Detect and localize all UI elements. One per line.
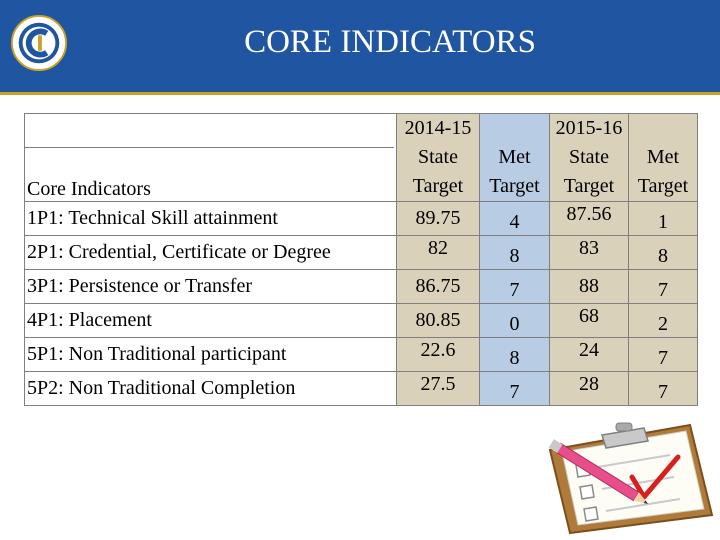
header-2014-15-state-target: 2014-15 State Target (397, 114, 480, 202)
target-2014-cell: 22.6 (397, 338, 480, 372)
indicator-cell: 5P2: Non Traditional Completion (25, 372, 397, 406)
header-divider-line (24, 147, 394, 148)
indicator-cell: 3P1: Persistence or Transfer (25, 270, 397, 304)
indicator-cell: 2P1: Credential, Certificate or Degree (25, 236, 397, 270)
header-2015-16-met-target: Met Target (629, 114, 698, 202)
met-2014-cell: 7 (480, 372, 550, 406)
met-2014-cell: 7 (480, 270, 550, 304)
target-2014-cell: 82 (397, 236, 480, 270)
target-2015-cell: 68 (550, 304, 629, 338)
table-row (25, 372, 698, 406)
table-row (25, 202, 698, 236)
target-2014-cell: 86.75 (397, 270, 480, 304)
header-accent-rule (0, 92, 720, 95)
met-2014-cell: 8 (480, 338, 550, 372)
table-row (25, 338, 698, 372)
header-core-indicators: Core Indicators (25, 114, 397, 202)
met-2015-cell: 7 (629, 338, 698, 372)
table-header-row (25, 114, 698, 202)
table-row (25, 304, 698, 338)
target-2014-cell: 27.5 (397, 372, 480, 406)
indicator-cell: 5P1: Non Traditional participant (25, 338, 397, 372)
target-2015-cell: 88 (550, 270, 629, 304)
header-2014-15-met-target: Met Target (480, 114, 550, 202)
table-row (25, 270, 698, 304)
target-2014-cell: 89.75 (397, 202, 480, 236)
target-2015-cell: 83 (550, 236, 629, 270)
page-title: CORE INDICATORS (244, 24, 536, 60)
met-2014-cell: 0 (480, 304, 550, 338)
met-2014-cell: 4 (480, 202, 550, 236)
indicator-cell: 1P1: Technical Skill attainment (25, 202, 397, 236)
target-2015-cell: 24 (550, 338, 629, 372)
met-2014-cell: 8 (480, 236, 550, 270)
met-2015-cell: 1 (629, 202, 698, 236)
target-2015-cell: 28 (550, 372, 629, 406)
indicator-cell: 4P1: Placement (25, 304, 397, 338)
header-bar (0, 0, 720, 92)
core-indicators-table (24, 113, 698, 406)
table-row (25, 236, 698, 270)
clipboard-checklist-pencil-icon (540, 405, 715, 535)
target-2014-cell: 80.85 (397, 304, 480, 338)
met-2015-cell: 8 (629, 236, 698, 270)
met-2015-cell: 7 (629, 270, 698, 304)
target-2015-cell: 87.56 (550, 202, 629, 236)
met-2015-cell: 2 (629, 304, 698, 338)
met-2015-cell: 7 (629, 372, 698, 406)
header-2015-16-state-target: 2015-16 State Target (550, 114, 629, 202)
